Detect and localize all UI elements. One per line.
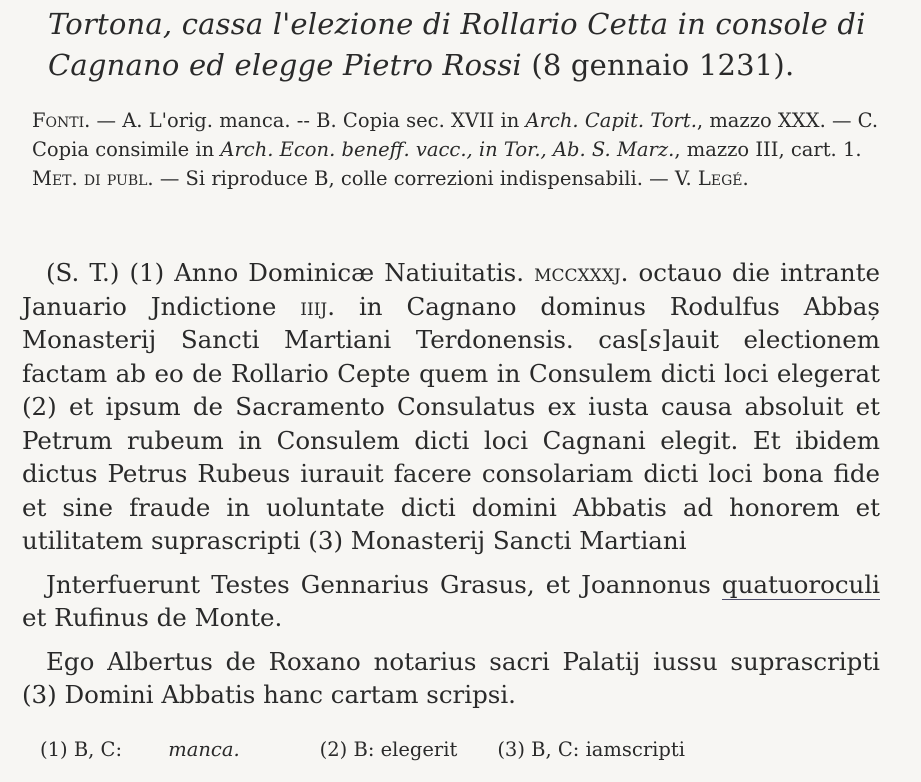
document-body [22,256,880,712]
fonti-label: Fonti. [32,109,91,132]
fonti-archive-2: Arch. Econ. beneff. vacc., in Tor., Ab. S. Marz. [220,138,675,161]
fonti-text-a: — A. L'orig. manca. -- B. Copia sec. XVII in [90,109,526,132]
footnote-2: (2) B: elegerit [319,738,458,761]
p1-s: s [648,325,662,354]
p1-year: mccxxxj [534,258,621,287]
method-text: — Si riproduce B, colle correzioni indispensabili. — V. [153,167,698,190]
method-paragraph [32,164,892,193]
title-italic: Tortona, cassa l'elezione di Rollario Cetta in console di Cagnano ed elegge Pietro Rossi [48,7,866,82]
p2-text-a: Jnterfuerunt Testes Gennarius Grasus, et Joannonus [46,569,722,599]
p1-text-c: . in Cagnano dominus Rodulfus Abbaș Monasterij Sancti Martiani Terdonensis. cas[ [22,291,880,354]
p1-text-b: . octauo die intrante Januario Jndictione [22,258,880,321]
p2-underlined: quatuoroculi [721,569,880,599]
body-paragraph-3: Ego Albertus de Roxano notarius sacri Palatij iussu suprascripti (3) Domini Abbatis hanc cartam scripsi. [22,646,880,709]
p1-indiction: iiij [300,291,328,321]
fonti-archive-1: Arch. Capit. Tort. [525,109,697,132]
method-author: Legé. [697,167,749,190]
document-title [48,4,908,86]
fonti-text-b: , mazzo XXX. — C. Copia consimile in [32,109,879,161]
body-paragraph-2 [22,568,880,635]
method-label: Met. di publ. [32,167,154,190]
body-paragraph-1 [22,256,880,558]
p2-text-b: et Rufinus de Monte. [22,603,283,632]
p1-text-d: ]auit electionem factam ab eo de Rollario Cepte quem in Consulem dicti loci elegerat (2) et ipsum de Sacramento Consulatus ex iusta causa absoluit et Petrum rubeum in Consulem dicti loci Cagnani elegit. Et ibidem dictus Petrus Rubeus iurauit facere consolariam dicti loci bona fide et sine fraude in uoluntate dicti domini Abbatis ad honorem et utilitatem suprascripti (3) Monasterij Sancti Martiani [22,325,880,555]
fonti-text-c: , mazzo III, cart. 1. [674,138,862,161]
footnotes [40,736,900,764]
footnote-3: (3) B, C: iamscripti [497,738,685,761]
fonti-paragraph [32,106,892,164]
p1-text-a: (S. T.) (1) Anno Dominicæ Natiuitatis. [46,258,535,287]
sources-section [32,106,892,193]
title-date: (8 gennaio 1231). [521,48,795,82]
footnote-1: (1) B, C: manca. [40,738,240,761]
